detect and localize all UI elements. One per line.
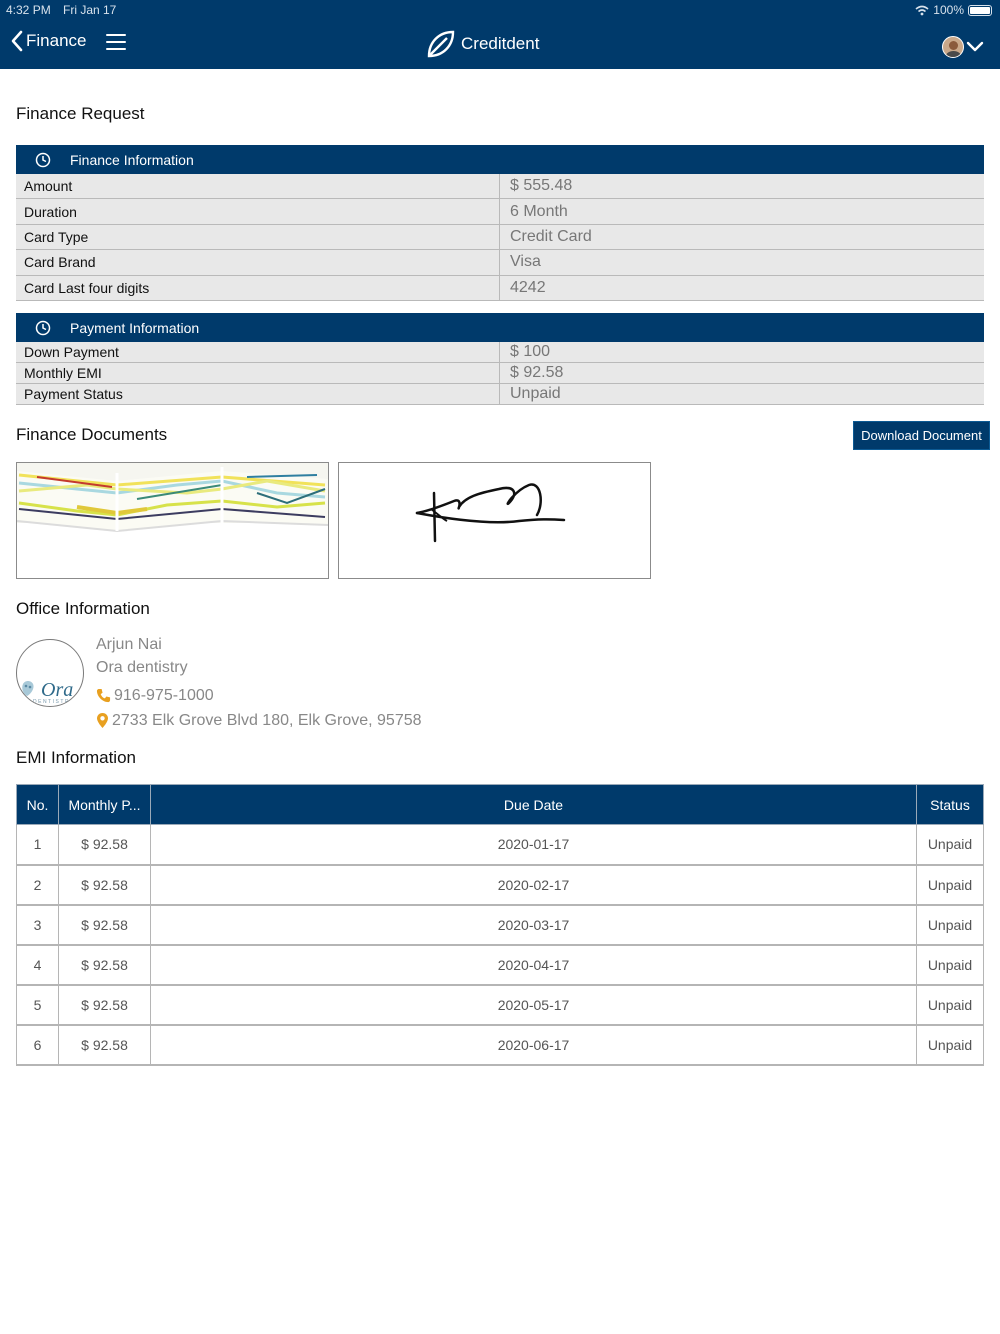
cell-due-date: 2020-04-17 (151, 945, 917, 985)
table-row (17, 985, 984, 1025)
cell-status: Unpaid (917, 1025, 984, 1065)
download-document-button[interactable]: Download Document (853, 421, 990, 450)
cell-status: Unpaid (917, 905, 984, 945)
clock-icon (35, 152, 51, 168)
payment-row-down-payment (16, 342, 984, 363)
row-label: Card Last four digits (16, 276, 500, 300)
cell-amount: $ 92.58 (59, 825, 151, 865)
table-row (17, 865, 984, 905)
document-thumbnail-card[interactable] (16, 462, 329, 579)
battery-percent: 100% (933, 3, 964, 17)
cell-due-date: 2020-02-17 (151, 865, 917, 905)
cell-amount: $ 92.58 (59, 905, 151, 945)
cell-status: Unpaid (917, 825, 984, 865)
payment-information-title: Payment Information (70, 319, 200, 336)
row-value: Visa (510, 253, 541, 271)
status-bar (0, 0, 1000, 20)
cell-no: 2 (17, 865, 59, 905)
top-nav-bar (0, 0, 1000, 69)
map-pin-icon (96, 712, 109, 729)
signature-thumbnail[interactable] (338, 462, 651, 579)
finance-row-card-last-four (16, 276, 984, 301)
emi-information-title: EMI Information (16, 748, 136, 767)
cell-status: Unpaid (917, 985, 984, 1025)
cell-no: 6 (17, 1025, 59, 1065)
finance-information-title: Finance Information (70, 151, 194, 168)
table-row (17, 1025, 984, 1065)
cell-status: Unpaid (917, 865, 984, 905)
table-row (17, 945, 984, 985)
row-value: $ 100 (510, 343, 551, 360)
cell-due-date: 2020-06-17 (151, 1025, 917, 1065)
ora-logo-icon (17, 640, 83, 706)
payment-row-status (16, 384, 984, 405)
cell-no: 5 (17, 985, 59, 1025)
battery-icon (968, 5, 992, 16)
finance-row-card-brand (16, 250, 984, 275)
office-phone-number: 916-975-1000 (114, 687, 214, 704)
table-row (17, 905, 984, 945)
status-time: 4:32 PM (6, 3, 51, 17)
payment-row-monthly-emi (16, 363, 984, 384)
row-value: $ 92.58 (510, 364, 564, 381)
phone-icon (96, 688, 111, 703)
back-button[interactable] (10, 30, 86, 52)
finance-row-card-type (16, 225, 984, 250)
page-title: Finance Request (16, 104, 145, 123)
emi-table (16, 784, 984, 1066)
leaf-logo-icon (425, 28, 457, 60)
row-label: Monthly EMI (16, 363, 500, 383)
column-header-status[interactable]: Status (917, 785, 984, 825)
cell-status: Unpaid (917, 945, 984, 985)
cell-no: 1 (17, 825, 59, 865)
profile-menu[interactable] (942, 36, 984, 58)
office-contact-name: Arjun Nai (96, 636, 162, 653)
brand-logo (425, 28, 539, 60)
cell-amount: $ 92.58 (59, 865, 151, 905)
chevron-down-icon (966, 41, 984, 53)
status-indicators (915, 3, 992, 17)
office-practice-name: Ora dentistry (96, 659, 188, 676)
cell-amount: $ 92.58 (59, 985, 151, 1025)
cell-no: 4 (17, 945, 59, 985)
office-information-title: Office Information (16, 599, 150, 618)
finance-row-amount (16, 174, 984, 199)
avatar (942, 36, 964, 58)
office-address-text: 2733 Elk Grove Blvd 180, Elk Grove, 95758 (112, 712, 422, 729)
table-row (17, 825, 984, 865)
column-header-due-date[interactable]: Due Date (151, 785, 917, 825)
payment-information-header (16, 313, 984, 342)
row-label: Payment Status (16, 384, 500, 404)
back-button-label: Finance (26, 31, 87, 50)
row-value: Credit Card (510, 227, 592, 245)
row-value: 6 Month (510, 202, 568, 220)
office-logo (16, 639, 84, 707)
column-header-monthly-payment[interactable]: Monthly P... (59, 785, 151, 825)
row-value: Unpaid (510, 385, 561, 402)
emi-table-header (17, 785, 984, 825)
card-image-icon (17, 463, 328, 578)
row-label: Down Payment (16, 342, 500, 362)
status-date: Fri Jan 17 (63, 3, 117, 17)
chevron-left-icon (10, 30, 24, 52)
wifi-icon (915, 5, 929, 16)
cell-due-date: 2020-01-17 (151, 825, 917, 865)
office-phone[interactable] (96, 687, 214, 705)
column-header-no[interactable]: No. (17, 785, 59, 825)
logo-text: Ora (41, 679, 74, 701)
finance-information-panel (16, 145, 984, 301)
office-address[interactable] (96, 712, 422, 730)
row-value: $ 555.48 (510, 177, 573, 195)
payment-information-panel (16, 313, 984, 405)
brand-name: Creditdent (461, 34, 540, 53)
cell-no: 3 (17, 905, 59, 945)
menu-button[interactable] (106, 34, 126, 50)
finance-information-header (16, 145, 984, 174)
cell-due-date: 2020-03-17 (151, 905, 917, 945)
cell-amount: $ 92.58 (59, 1025, 151, 1065)
row-label: Card Type (16, 225, 500, 249)
cell-amount: $ 92.58 (59, 945, 151, 985)
row-value: 4242 (510, 278, 546, 296)
cell-due-date: 2020-05-17 (151, 985, 917, 1025)
row-label: Card Brand (16, 250, 500, 274)
logo-subtext: DENTISTRY (33, 699, 75, 705)
row-label: Duration (16, 199, 500, 223)
clock-icon (35, 320, 51, 336)
row-label: Amount (16, 174, 500, 198)
finance-row-duration (16, 199, 984, 224)
finance-documents-title: Finance Documents (16, 425, 168, 444)
signature-image (339, 463, 650, 578)
